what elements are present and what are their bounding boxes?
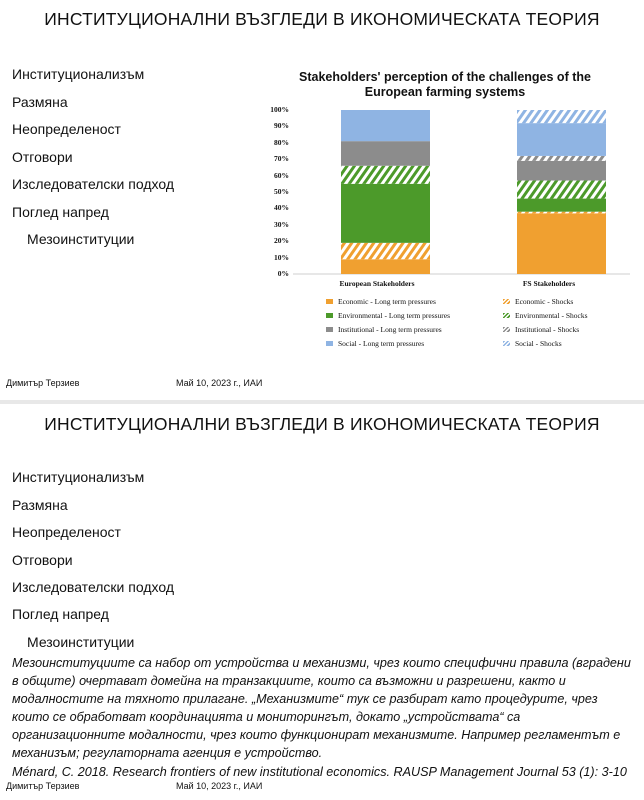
menu-item-institutionalism[interactable]: Институционализъм — [12, 66, 145, 82]
y-tick-label: 30% — [274, 219, 289, 229]
legend-label: Social - Shocks — [515, 339, 562, 348]
legend-item — [503, 297, 573, 306]
legend-swatch — [503, 313, 510, 318]
footer-author-2: Димитър Терзиев — [6, 781, 80, 791]
legend-label: Economic - Shocks — [515, 297, 574, 306]
menu-item-exchange[interactable]: Размяна — [12, 497, 68, 513]
legend-label: Economic - Long term pressures — [338, 297, 436, 306]
bar-segment-1-2 — [517, 199, 606, 212]
menu-item-uncertainty[interactable]: Неопределеност — [12, 524, 121, 540]
bar-segment-0-3 — [341, 166, 430, 184]
slide-title-2: ИНСТИТУЦИОНАЛНИ ВЪЗГЛЕДИ В ИКОНОМИЧЕСКАТА ТЕОРИЯ — [44, 414, 600, 434]
legend-swatch — [326, 341, 333, 346]
legend-label: Institutional - Long term pressures — [338, 325, 442, 334]
legend-label: Environmental - Long term pressures — [338, 311, 451, 320]
legend-item — [326, 311, 450, 320]
bar-segment-1-5 — [517, 156, 606, 161]
y-tick-label: 100% — [270, 105, 289, 114]
menu-item-research-approach[interactable]: Изследователски подход — [12, 579, 174, 595]
legend-swatch — [503, 327, 510, 332]
mesoinstitutions-definition: Мезоинституциите са набор от устройства и механизми, чрез които специфични правила (вградени в общите) очертават домейна на транзакциите, които са възможни и разрешени, както и модалностите на тяхното прилагане. „Механизмите“ тук се разбират като процедурите, чрез които се обработват координацията и мониторингът, докато „устройствата“ са организационните модалности, чрез които функционират механизмите. Например регламентът е механизъм; регулаторната агенция е устройство. — [12, 656, 631, 760]
bar-segment-0-1 — [341, 243, 430, 259]
legend-item — [326, 297, 436, 306]
menu-item-mesoinstitutions[interactable]: Мезоинституции — [27, 231, 135, 247]
menu-item-institutionalism[interactable]: Институционализъм — [12, 469, 145, 485]
y-tick-label: 80% — [274, 137, 289, 147]
bar-segment-1-1 — [517, 212, 606, 214]
legend-swatch — [503, 341, 510, 346]
bar-segment-1-7 — [517, 110, 606, 123]
footer-date-2: Май 10, 2023 г., ИАИ — [176, 781, 263, 791]
legend-label: Environmental - Shocks — [515, 311, 588, 320]
reference-citation: Ménard, C. 2018. Research frontiers of new institutional economics. RAUSP Management Journal 53 (1): 3-10 — [12, 765, 627, 779]
y-tick-label: 20% — [274, 236, 289, 246]
y-tick-label: 90% — [274, 121, 289, 131]
bar-segment-0-2 — [341, 184, 430, 243]
menu-item-answers[interactable]: Отговори — [12, 552, 73, 568]
y-tick-label: 60% — [274, 170, 289, 180]
menu-item-exchange[interactable]: Размяна — [12, 94, 68, 110]
x-label-european-stakeholders: European Stakeholders — [339, 279, 415, 288]
menu-item-looking-ahead[interactable]: Поглед напред — [12, 204, 109, 220]
x-label-fs-stakeholders: FS Stakeholders — [522, 279, 576, 288]
footer-date: Май 10, 2023 г., ИАИ — [176, 378, 263, 388]
menu-item-research-approach[interactable]: Изследователски подход — [12, 176, 174, 192]
menu-item-looking-ahead[interactable]: Поглед напред — [12, 606, 109, 622]
bar-segment-1-4 — [517, 161, 606, 181]
legend-label: Institutional - Shocks — [515, 325, 580, 334]
y-tick-label: 0% — [277, 269, 289, 278]
legend-item — [503, 311, 588, 320]
legend-swatch — [326, 313, 333, 318]
legend-item — [503, 325, 579, 334]
y-tick-label: 10% — [274, 252, 289, 262]
slide-title: ИНСТИТУЦИОНАЛНИ ВЪЗГЛЕДИ В ИКОНОМИЧЕСКАТА ТЕОРИЯ — [44, 9, 600, 29]
bar-segment-0-0 — [341, 259, 430, 274]
bar-segment-1-6 — [517, 123, 606, 156]
legend-item — [326, 339, 424, 348]
legend-label: Social - Long term pressures — [338, 339, 425, 348]
bar-segment-0-6 — [341, 110, 430, 141]
legend-swatch — [326, 299, 333, 304]
legend-item — [326, 325, 442, 334]
y-tick-label: 70% — [274, 154, 289, 164]
footer-author: Димитър Терзиев — [6, 378, 80, 388]
legend-item — [503, 339, 562, 348]
menu-item-answers[interactable]: Отговори — [12, 149, 73, 165]
legend-swatch — [503, 299, 510, 304]
menu-item-uncertainty[interactable]: Неопределеност — [12, 121, 121, 137]
menu-item-mesoinstitutions[interactable]: Мезоинституции — [27, 634, 135, 650]
bar-segment-1-0 — [517, 213, 606, 274]
bar-segment-0-4 — [341, 141, 430, 166]
y-tick-label: 50% — [274, 187, 289, 196]
y-tick-label: 40% — [274, 203, 289, 213]
bar-segment-1-3 — [517, 181, 606, 199]
chart-title: Stakeholders' perception of the challenges of the European farming systems — [299, 70, 591, 99]
legend-swatch — [326, 327, 333, 332]
